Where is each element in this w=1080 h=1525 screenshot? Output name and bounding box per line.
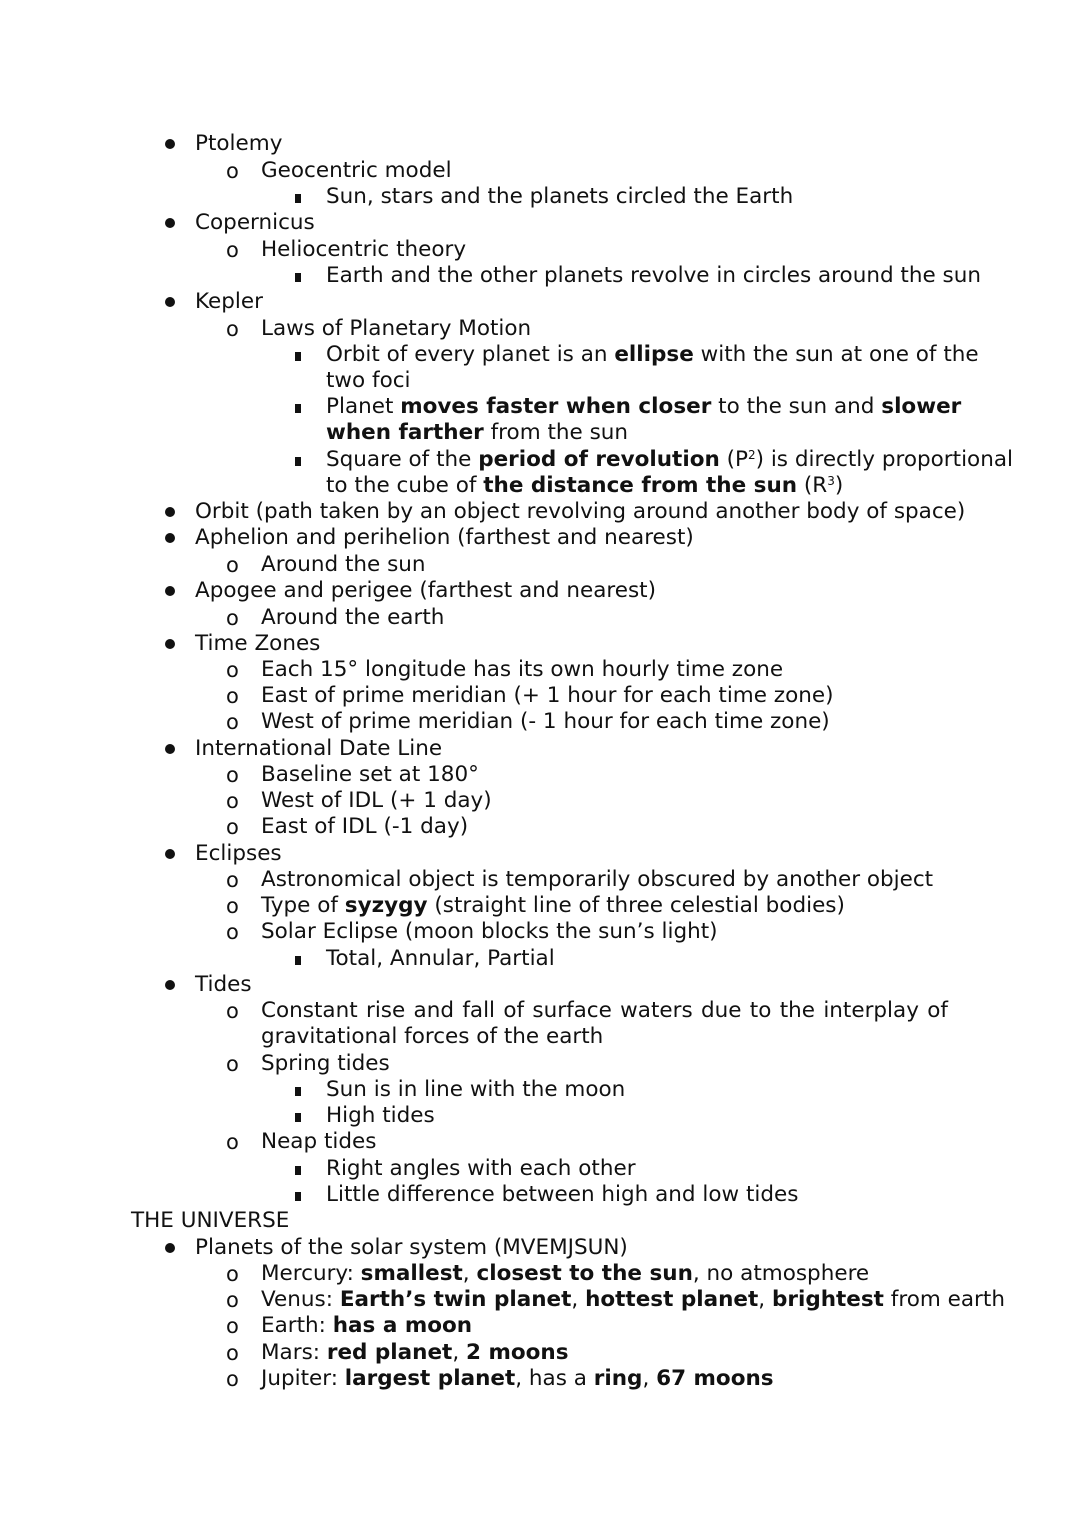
orbit-definition: Orbit (path taken by an object revolving around another body of space)	[195, 499, 966, 524]
planet-venus: Venus: Earth’s twin planet, hottest planet, brightest from earth	[261, 1287, 1005, 1312]
section-heading-universe: THE UNIVERSE	[131, 1208, 290, 1233]
list-item: Astronomical object is temporarily obscured by another object	[261, 867, 934, 892]
circle-bullet: o	[226, 1262, 239, 1286]
planet-jupiter: Jupiter: largest planet, has a ring, 67 moons	[261, 1366, 774, 1391]
ptolemy-model: Geocentric model	[261, 158, 452, 183]
ptolemy-heading: Ptolemy	[195, 131, 283, 156]
bullet-dot	[165, 980, 175, 990]
bullet-dot	[165, 744, 175, 754]
copernicus-heading: Copernicus	[195, 210, 315, 235]
tides-heading: Tides	[195, 972, 252, 997]
planet-mars: Mars: red planet, 2 moons	[261, 1340, 569, 1365]
kepler-law1-line2: two foci	[326, 368, 411, 393]
spring-tides-heading: Spring tides	[261, 1051, 390, 1076]
aphelion-heading: Aphelion and perihelion (farthest and nearest)	[195, 525, 694, 550]
circle-bullet: o	[226, 238, 239, 262]
kepler-law3-line1: Square of the period of revolution $(P^2)$ is directly proportional	[326, 447, 1013, 472]
list-item: Type of syzygy (straight line of three celestial bodies)	[261, 893, 845, 918]
circle-bullet: o	[226, 1288, 239, 1312]
tides-item1-line1: Constant rise and fall of surface waters due to the interplay of	[261, 998, 948, 1023]
apogee-sub: Around the earth	[261, 605, 445, 630]
kepler-heading: Kepler	[195, 289, 263, 314]
bullet-dot	[165, 218, 175, 228]
list-item: East of IDL (-1 day)	[261, 814, 469, 839]
bullet-dot	[165, 139, 175, 149]
bullet-dot	[165, 586, 175, 596]
circle-bullet: o	[226, 684, 239, 708]
list-item: Sun is in line with the moon	[326, 1077, 626, 1102]
circle-bullet: o	[226, 1314, 239, 1338]
square-bullet	[295, 1166, 301, 1175]
list-item: West of IDL (+ 1 day)	[261, 788, 492, 813]
circle-bullet: o	[226, 1052, 239, 1076]
aphelion-sub: Around the sun	[261, 552, 426, 577]
kepler-laws-title: Laws of Planetary Motion	[261, 316, 532, 341]
list-item: Right angles with each other	[326, 1156, 636, 1181]
square-bullet	[295, 1192, 301, 1201]
circle-bullet: o	[226, 789, 239, 813]
circle-bullet: o	[226, 868, 239, 892]
ptolemy-desc: Sun, stars and the planets circled the Earth	[326, 184, 794, 209]
circle-bullet: o	[226, 1341, 239, 1365]
circle-bullet: o	[226, 553, 239, 577]
circle-bullet: o	[226, 920, 239, 944]
eclipses-heading: Eclipses	[195, 841, 282, 866]
kepler-law3-line2: to the cube of the distance from the sun $(R^3)$	[326, 473, 844, 498]
bullet-dot	[165, 639, 175, 649]
list-item: East of prime meridian (+ 1 hour for each time zone)	[261, 683, 834, 708]
circle-bullet: o	[226, 710, 239, 734]
square-bullet	[295, 457, 301, 466]
neap-tides-heading: Neap tides	[261, 1129, 377, 1154]
square-bullet	[295, 194, 301, 203]
planets-heading: Planets of the solar system (MVEMJSUN)	[195, 1235, 628, 1260]
copernicus-theory: Heliocentric theory	[261, 237, 467, 262]
square-bullet	[295, 273, 301, 282]
circle-bullet: o	[226, 658, 239, 682]
square-bullet	[295, 956, 301, 965]
copernicus-desc: Earth and the other planets revolve in circles around the sun	[326, 263, 982, 288]
bullet-dot	[165, 533, 175, 543]
circle-bullet: o	[226, 815, 239, 839]
bullet-dot	[165, 507, 175, 517]
idl-heading: International Date Line	[195, 736, 443, 761]
circle-bullet: o	[226, 1367, 239, 1391]
list-item: Little difference between high and low tides	[326, 1182, 799, 1207]
list-item: Each 15° longitude has its own hourly time zone	[261, 657, 784, 682]
bullet-dot	[165, 297, 175, 307]
list-item: Total, Annular, Partial	[326, 946, 555, 971]
planet-mercury: Mercury: smallest, closest to the sun, no atmosphere	[261, 1261, 870, 1286]
list-item: High tides	[326, 1103, 435, 1128]
planet-earth: Earth: has a moon	[261, 1313, 473, 1338]
square-bullet	[295, 1113, 301, 1122]
kepler-law2-line2: when farther from the sun	[326, 420, 629, 445]
square-bullet	[295, 1087, 301, 1096]
circle-bullet: o	[226, 1130, 239, 1154]
circle-bullet: o	[226, 999, 239, 1023]
list-item: Solar Eclipse (moon blocks the sun’s light)	[261, 919, 718, 944]
list-item: West of prime meridian (- 1 hour for each time zone)	[261, 709, 830, 734]
list-item: Baseline set at 180°	[261, 762, 479, 787]
circle-bullet: o	[226, 606, 239, 630]
time-zones-heading: Time Zones	[195, 631, 321, 656]
circle-bullet: o	[226, 763, 239, 787]
circle-bullet: o	[226, 894, 239, 918]
square-bullet	[295, 404, 301, 413]
bullet-dot	[165, 849, 175, 859]
kepler-law1-line1: Orbit of every planet is an ellipse with the sun at one of the	[326, 342, 979, 367]
tides-item1-line2: gravitational forces of the earth	[261, 1024, 604, 1049]
circle-bullet: o	[226, 317, 239, 341]
circle-bullet: o	[226, 159, 239, 183]
kepler-law2-line1: Planet moves faster when closer to the sun and slower	[326, 394, 962, 419]
apogee-heading: Apogee and perigee (farthest and nearest)	[195, 578, 657, 603]
square-bullet	[295, 352, 301, 361]
bullet-dot	[165, 1243, 175, 1253]
